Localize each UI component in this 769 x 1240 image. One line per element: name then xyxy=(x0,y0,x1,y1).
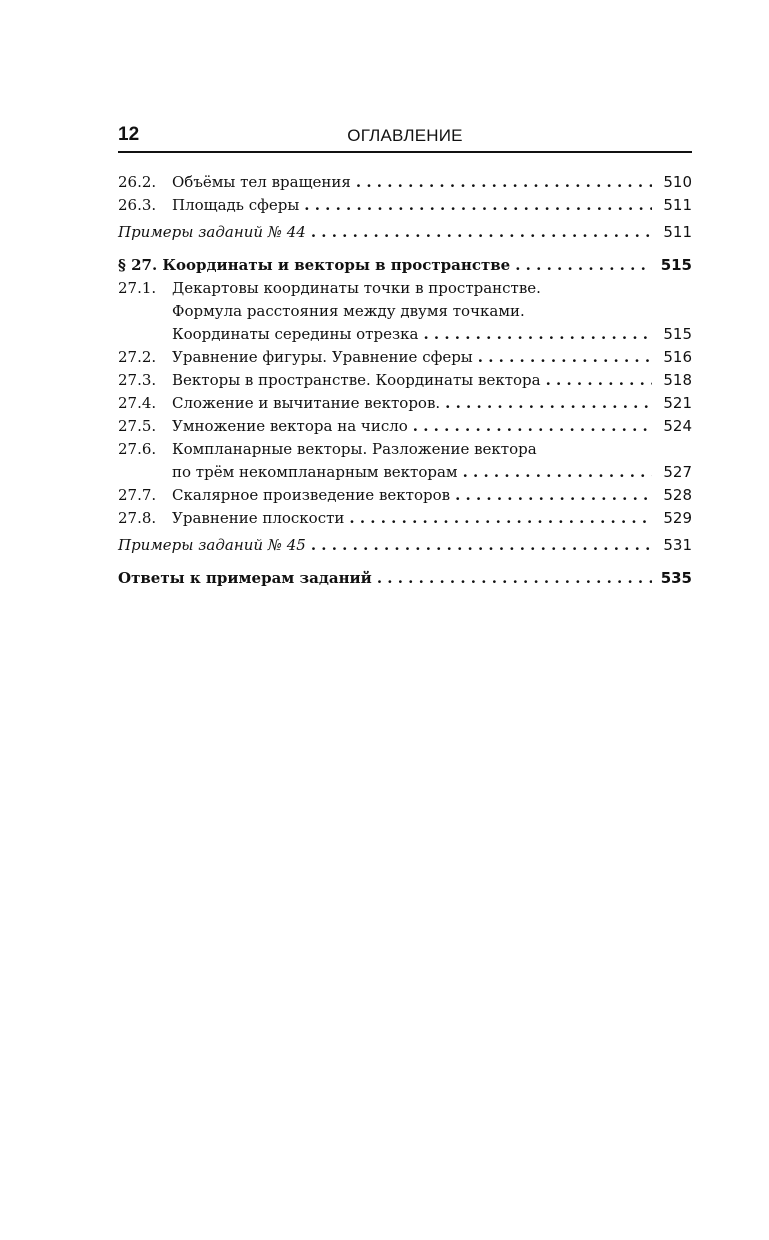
toc-entry-number: 26.3. xyxy=(118,196,157,214)
toc-entry-title: Умножение вектора на число xyxy=(172,417,408,435)
running-title: ОГЛАВЛЕНИЕ xyxy=(347,126,463,145)
toc-entry-title-line: Координаты середины отрезка xyxy=(172,325,419,343)
toc-entry-number: 27.5. xyxy=(118,417,157,435)
table-of-contents xyxy=(118,171,692,590)
toc-entry-number: 27.3. xyxy=(118,371,157,389)
toc-entry-title: Векторы в пространстве. Координаты вектора xyxy=(172,371,541,389)
toc-entry-27-1 xyxy=(118,277,692,346)
dot-leader xyxy=(349,507,652,530)
dot-leader xyxy=(423,323,652,346)
book-page xyxy=(118,124,692,590)
dot-leader xyxy=(311,534,652,557)
toc-entry-number: 27.6. xyxy=(118,440,157,458)
dot-leader xyxy=(304,194,652,217)
toc-entry-page: 529 xyxy=(663,509,692,527)
dot-leader xyxy=(311,221,652,244)
toc-entry-26-3 xyxy=(118,194,692,217)
toc-entry-27-4 xyxy=(118,392,692,415)
toc-entry-title: Скалярное произведение векторов xyxy=(172,486,451,504)
dot-leader xyxy=(445,392,652,415)
toc-entry-page: 521 xyxy=(663,394,692,412)
toc-entry-title: Примеры заданий № 45 xyxy=(118,536,306,554)
page-number: 12 xyxy=(118,124,140,145)
toc-entry-page: 527 xyxy=(663,463,692,481)
toc-entry-examples-44 xyxy=(118,221,692,244)
toc-entry-title: Площадь сферы xyxy=(172,196,300,214)
toc-entry-27-8 xyxy=(118,507,692,530)
dot-leader xyxy=(455,484,652,507)
toc-entry-number: 26.2. xyxy=(118,173,157,191)
dot-leader xyxy=(546,369,652,392)
toc-entry-page: 531 xyxy=(663,536,692,554)
toc-entry-title-line: Декартовы координаты точки в пространстве. xyxy=(172,279,541,297)
toc-entry-27-2 xyxy=(118,346,692,369)
toc-entry-27-6 xyxy=(118,438,692,484)
toc-entry-title: Примеры заданий № 44 xyxy=(118,223,306,241)
dot-leader xyxy=(377,567,652,590)
toc-entry-27-3 xyxy=(118,369,692,392)
toc-entry-27-5 xyxy=(118,415,692,438)
toc-entry-number: 27.8. xyxy=(118,509,157,527)
toc-entry-page: 524 xyxy=(663,417,692,435)
page-header xyxy=(118,124,692,153)
toc-section-title: § 27. Координаты и векторы в пространстве xyxy=(118,256,511,274)
toc-entry-title-line: Компланарные векторы. Разложение вектора xyxy=(172,440,537,458)
toc-entry-page: 518 xyxy=(663,371,692,389)
toc-section-27 xyxy=(118,254,692,277)
dot-leader xyxy=(356,171,652,194)
toc-entry-page: 511 xyxy=(663,196,692,214)
toc-entry-title: Объёмы тел вращения xyxy=(172,173,351,191)
toc-entry-number: 27.7. xyxy=(118,486,157,504)
toc-entry-page: 515 xyxy=(660,256,692,274)
toc-entry-title-line: Формула расстояния между двумя точками. xyxy=(172,302,525,320)
dot-leader xyxy=(478,346,652,369)
toc-entry-title: Уравнение фигуры. Уравнение сферы xyxy=(172,348,473,366)
toc-entry-number: 27.4. xyxy=(118,394,157,412)
toc-entry-title-line: по трём некомпланарным векторам xyxy=(172,463,458,481)
toc-entry-page: 511 xyxy=(663,223,692,241)
toc-entry-title: Сложение и вычитание векторов. xyxy=(172,394,441,412)
toc-entry-26-2 xyxy=(118,171,692,194)
dot-leader xyxy=(413,415,652,438)
toc-entry-number: 27.1. xyxy=(118,279,157,297)
toc-entry-page: 515 xyxy=(663,325,692,343)
toc-entry-title: Уравнение плоскости xyxy=(172,509,345,527)
toc-entry-page: 535 xyxy=(660,569,692,587)
toc-entry-27-7 xyxy=(118,484,692,507)
dot-leader xyxy=(515,254,652,277)
toc-entry-number: 27.2. xyxy=(118,348,157,366)
toc-entry-examples-45 xyxy=(118,534,692,557)
toc-entry-page: 528 xyxy=(663,486,692,504)
toc-entry-page: 516 xyxy=(663,348,692,366)
toc-entry-answers xyxy=(118,567,692,590)
toc-section-title: Ответы к примерам заданий xyxy=(118,569,372,587)
toc-entry-page: 510 xyxy=(663,173,692,191)
dot-leader xyxy=(463,461,652,484)
